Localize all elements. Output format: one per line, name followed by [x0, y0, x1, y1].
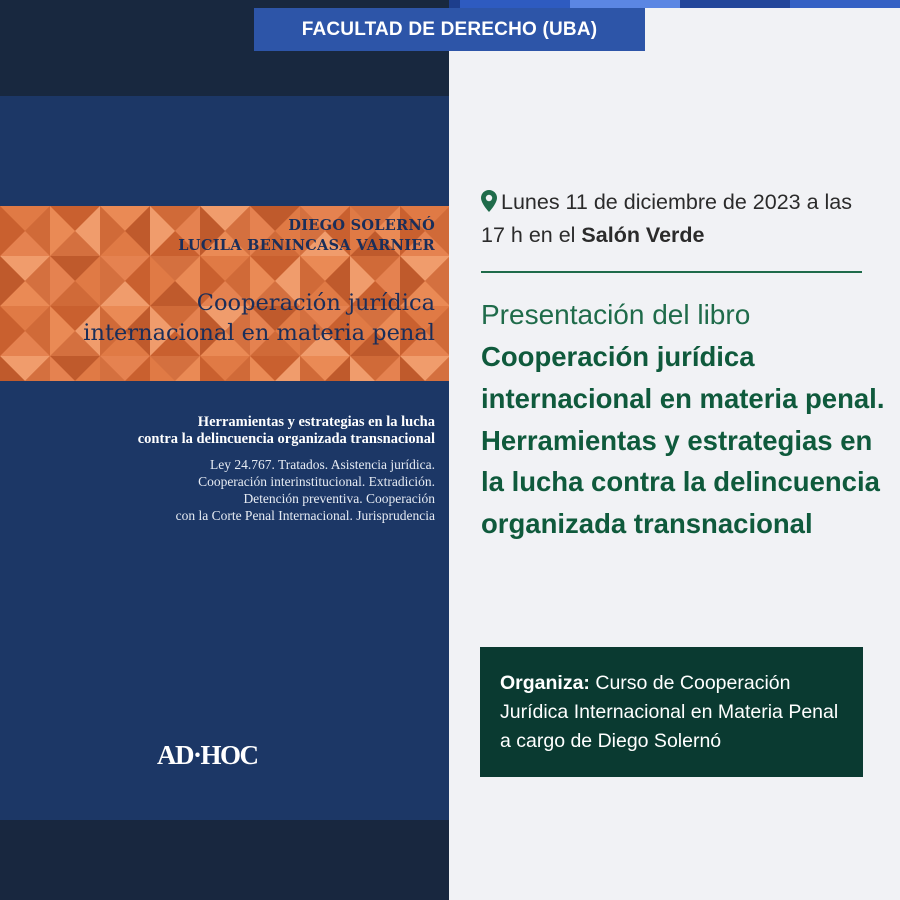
book-topics-line-2: Cooperación interinstitucional. Extradición.	[198, 474, 435, 489]
location-pin-icon	[481, 189, 497, 211]
book-authors	[178, 216, 435, 256]
book-subtitle-line-2: contra la delincuencia organizada transnacional	[137, 431, 435, 447]
book-subtitle-line-1: Herramientas y estrategias en la lucha	[197, 414, 435, 430]
presentation-lead: Presentación del libro	[481, 299, 751, 330]
event-details	[481, 186, 881, 252]
publisher-logo: AD·HOC	[157, 740, 258, 770]
event-venue: Salón Verde	[581, 223, 705, 247]
divider	[481, 271, 862, 273]
organizer-box	[480, 647, 863, 777]
book-subtitle	[138, 414, 435, 448]
book-cover	[0, 96, 449, 820]
book-title-line-1: Cooperación jurídica	[196, 290, 435, 316]
author-2: LUCILA BENINCASA VARNIER	[178, 237, 435, 254]
presentation-title: Cooperación jurídica internacional en materia penal. Herramientas y estrategias en la lucha contra la delincuencia organizada transnacional	[481, 341, 885, 540]
bottom-band	[0, 820, 449, 900]
book-topics-line-3: Detención preventiva. Cooperación	[243, 491, 435, 506]
book-topics	[176, 456, 435, 524]
organizer-label: Organiza:	[500, 672, 590, 694]
book-title-line-2: internacional en materia penal	[83, 320, 435, 346]
faculty-badge: FACULTAD DE DERECHO (UBA)	[254, 8, 645, 51]
organizer-text: Curso de Cooperación Jurídica Internacional en Materia Penal a cargo de Diego Solernó	[500, 672, 839, 752]
book-title	[83, 288, 435, 348]
book-topics-line-4: con la Corte Penal Internacional. Jurisprudencia	[175, 508, 435, 523]
author-1: DIEGO SOLERNÓ	[288, 217, 435, 234]
event-date: Lunes 11 de diciembre de 2023 a las 17 h en el	[481, 190, 853, 247]
book-topics-line-1: Ley 24.767. Tratados. Asistencia jurídica.	[210, 457, 435, 472]
